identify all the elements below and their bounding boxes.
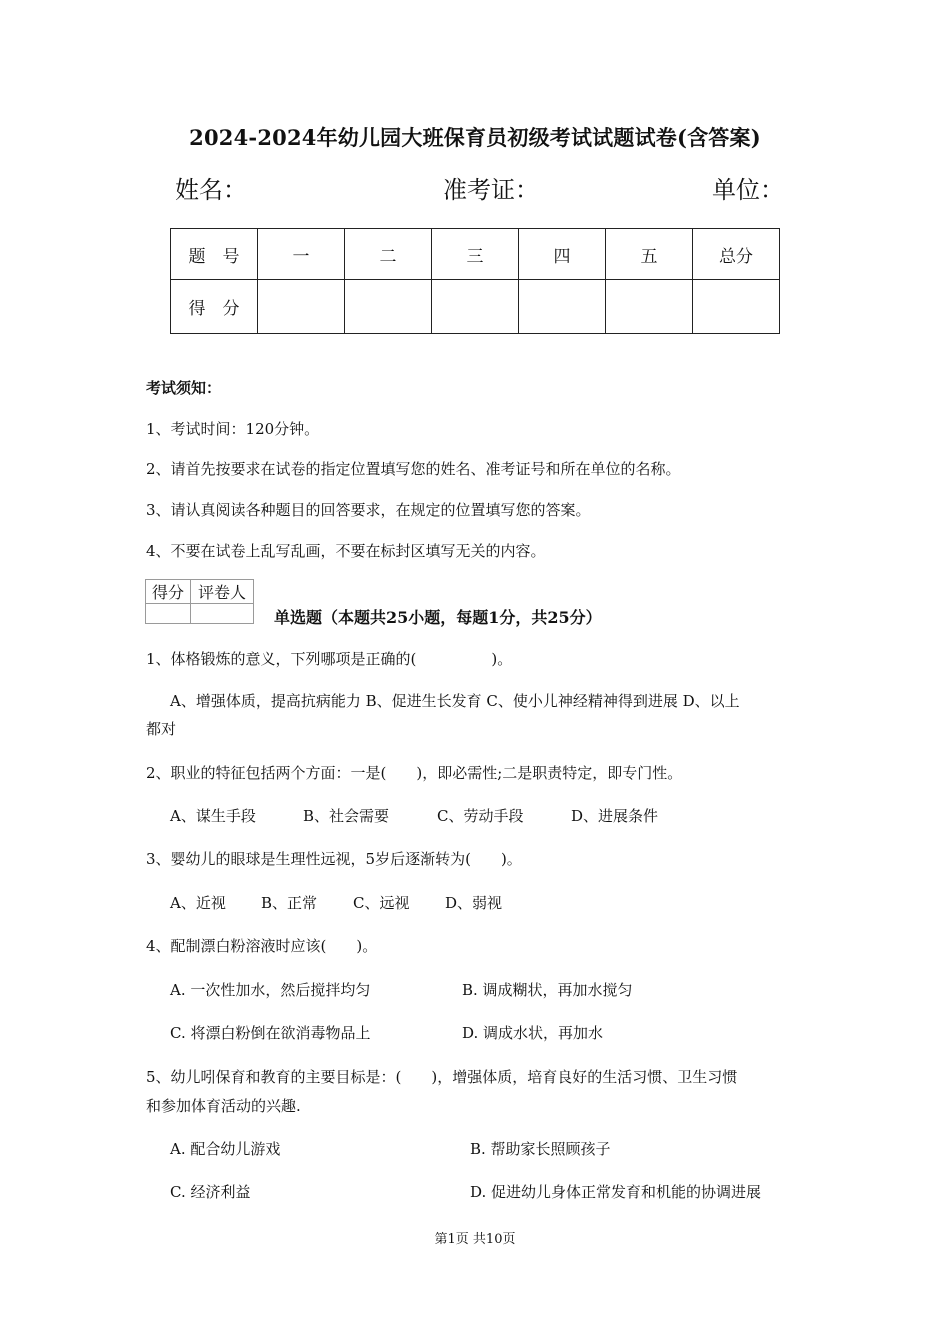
score-header-cell: 三 [432, 229, 519, 280]
score-table-score-row [171, 280, 780, 334]
option: D、弱视 [445, 894, 503, 912]
question-stem: 1、体格锻炼的意义，下列哪项是正确的( )。 [146, 650, 513, 668]
option: C、远视 [353, 894, 410, 912]
grader-box [145, 579, 254, 624]
section-title: 单选题（本题共25小题，每题1分，共25分） [274, 608, 602, 627]
score-input-cell[interactable] [693, 280, 780, 334]
score-input-cell[interactable] [258, 280, 345, 334]
option: B. 调成糊状，再加水搅匀 [462, 981, 633, 999]
notice-item: 2、请首先按要求在试卷的指定位置填写您的姓名、准考证号和所在单位的名称。 [146, 460, 681, 478]
unit-label: 单位： [712, 176, 784, 204]
name-label: 姓名： [175, 176, 247, 204]
score-header-cell: 题 号 [171, 229, 258, 280]
option: A、近视 [170, 894, 226, 912]
question-stem: 和参加体育活动的兴趣. [146, 1097, 301, 1115]
option: C. 经济利益 [170, 1183, 251, 1201]
option: A. 一次性加水，然后搅拌均匀 [170, 981, 371, 999]
question-stem: 5、幼儿吲保育和教育的主要目标是：( )，增强体质，培育良好的生活习惯、卫生习惯 [146, 1068, 738, 1086]
option: D. 调成水状，再加水 [462, 1024, 604, 1042]
question-stem: 3、婴幼儿的眼球是生理性远视，5岁后逐渐转为( )。 [146, 850, 522, 868]
option: C、劳动手段 [437, 807, 524, 825]
option: D、进展条件 [571, 807, 659, 825]
notice-heading: 考试须知： [146, 379, 222, 397]
option: B、正常 [261, 894, 318, 912]
score-header-cell: 总分 [693, 229, 780, 280]
grader-name-label: 评卷人 [191, 580, 254, 604]
score-header-cell: 五 [606, 229, 693, 280]
option: A. 配合幼儿游戏 [170, 1140, 281, 1158]
notice-item: 4、不要在试卷上乱写乱画，不要在标封区填写无关的内容。 [146, 542, 546, 560]
question-options: A、增强体质，提高抗病能力 B、促进生长发育 C、使小儿神经精神得到进展 D、以上 [170, 692, 740, 710]
score-header-cell: 一 [258, 229, 345, 280]
option: B. 帮助家长照顾孩子 [470, 1140, 611, 1158]
notice-item: 1、考试时间：120分钟。 [146, 420, 320, 438]
page-footer: 第1页 共10页 [434, 1232, 516, 1247]
option: A、谋生手段 [170, 807, 256, 825]
score-input-cell[interactable] [345, 280, 432, 334]
score-header-cell: 四 [519, 229, 606, 280]
score-table [170, 228, 780, 334]
score-input-cell[interactable] [432, 280, 519, 334]
exam-id-label: 准考证： [443, 176, 539, 204]
score-table-header-row [171, 229, 780, 280]
score-row-label: 得 分 [171, 280, 258, 334]
notice-item: 3、请认真阅读各种题目的回答要求，在规定的位置填写您的答案。 [146, 501, 591, 519]
score-header-cell: 二 [345, 229, 432, 280]
option: D. 促进幼儿身体正常发育和机能的协调进展 [470, 1183, 762, 1201]
grader-name-cell[interactable] [191, 604, 254, 624]
question-options: 都对 [146, 720, 177, 738]
grader-score-cell[interactable] [146, 604, 191, 624]
option: C. 将漂白粉倒在欲消毒物品上 [170, 1024, 371, 1042]
question-stem: 4、配制漂白粉溶液时应该( )。 [146, 937, 378, 955]
grader-score-label: 得分 [146, 580, 191, 604]
document-title: 2024-2024年幼儿园大班保育员初级考试试题试卷(含答案) [189, 125, 761, 150]
option: B、社会需要 [303, 807, 390, 825]
score-input-cell[interactable] [606, 280, 693, 334]
question-stem: 2、职业的特征包括两个方面：一是( )，即必需性;二是职责特定，即专门性。 [146, 764, 683, 782]
score-input-cell[interactable] [519, 280, 606, 334]
